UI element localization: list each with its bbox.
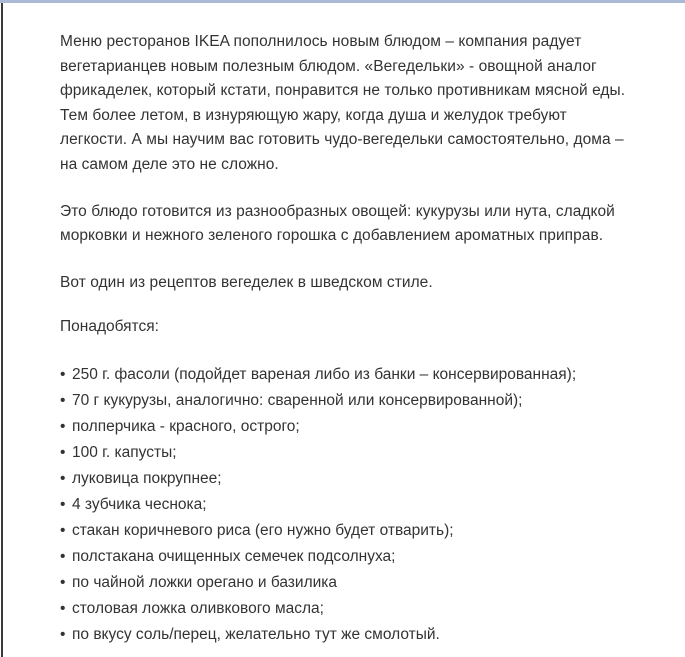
bullet-icon: • bbox=[60, 469, 66, 487]
ingredients-list bbox=[60, 362, 635, 648]
list-item bbox=[60, 362, 635, 388]
list-item bbox=[60, 518, 635, 544]
list-item-label: 70 г кукурузы, аналогично: сваренной или консервированной); bbox=[72, 391, 523, 409]
bullet-icon: • bbox=[60, 521, 66, 539]
list-item bbox=[60, 622, 635, 648]
bullet-icon: • bbox=[60, 495, 66, 513]
recipe-intro-paragraph: Вот один из рецептов вегеделек в шведском стиле. bbox=[60, 273, 433, 291]
list-item-label: 4 зубчика чеснока; bbox=[72, 495, 207, 513]
list-item bbox=[60, 596, 635, 622]
bullet-icon: • bbox=[60, 391, 66, 409]
bullet-icon: • bbox=[60, 573, 66, 591]
bullet-icon: • bbox=[60, 547, 66, 565]
bullet-icon: • bbox=[60, 625, 66, 643]
list-item bbox=[60, 570, 635, 596]
ingredients-heading: Понадобятся: bbox=[60, 318, 159, 336]
list-item-label: луковица покрупнее; bbox=[72, 469, 222, 487]
list-item bbox=[60, 440, 635, 466]
ingredients-overview-paragraph: Это блюдо готовится из разнообразных овощей: кукурузы или нута, сладкой морковки и нежного зеленого горошка с добавлением ароматных приправ. bbox=[60, 202, 615, 245]
intro-paragraph: Меню ресторанов IKEA пополнилось новым блюдом – компания радует вегетарианцев новым полезным блюдом. «Вегедельки» - овощной аналог фрикаделек, который кстати, понравится не только противникам мясной еды. Тем более летом, в изнуряющую жару, когда душа и желудок требуют легкости. А мы научим вас готовить чудо-вегедельки самостоятельно, дома – на самом деле это не сложно. bbox=[60, 33, 626, 173]
list-item-label: полстакана очищенных семечек подсолнуха; bbox=[72, 547, 396, 565]
list-item-label: по чайной ложки орегано и базилика bbox=[72, 573, 338, 591]
list-item bbox=[60, 414, 635, 440]
list-item-label: полперчика - красного, острого; bbox=[72, 417, 300, 435]
list-item-label: 250 г. фасоли (подойдет вареная либо из банки – консервированная); bbox=[72, 365, 577, 383]
bullet-icon: • bbox=[60, 417, 66, 435]
list-item bbox=[60, 466, 635, 492]
list-item-label: 100 г. капусты; bbox=[72, 443, 177, 461]
list-item-label: столовая ложка оливкового масла; bbox=[72, 599, 324, 617]
bullet-icon: • bbox=[60, 599, 66, 617]
list-item bbox=[60, 388, 635, 414]
list-item-label: стакан коричневого риса (его нужно будет отварить); bbox=[72, 521, 454, 539]
list-item bbox=[60, 544, 635, 570]
list-item bbox=[60, 492, 635, 518]
list-item-label: по вкусу соль/перец, желательно тут же смолотый. bbox=[72, 625, 440, 643]
bullet-icon: • bbox=[60, 365, 66, 383]
bullet-icon: • bbox=[60, 443, 66, 461]
